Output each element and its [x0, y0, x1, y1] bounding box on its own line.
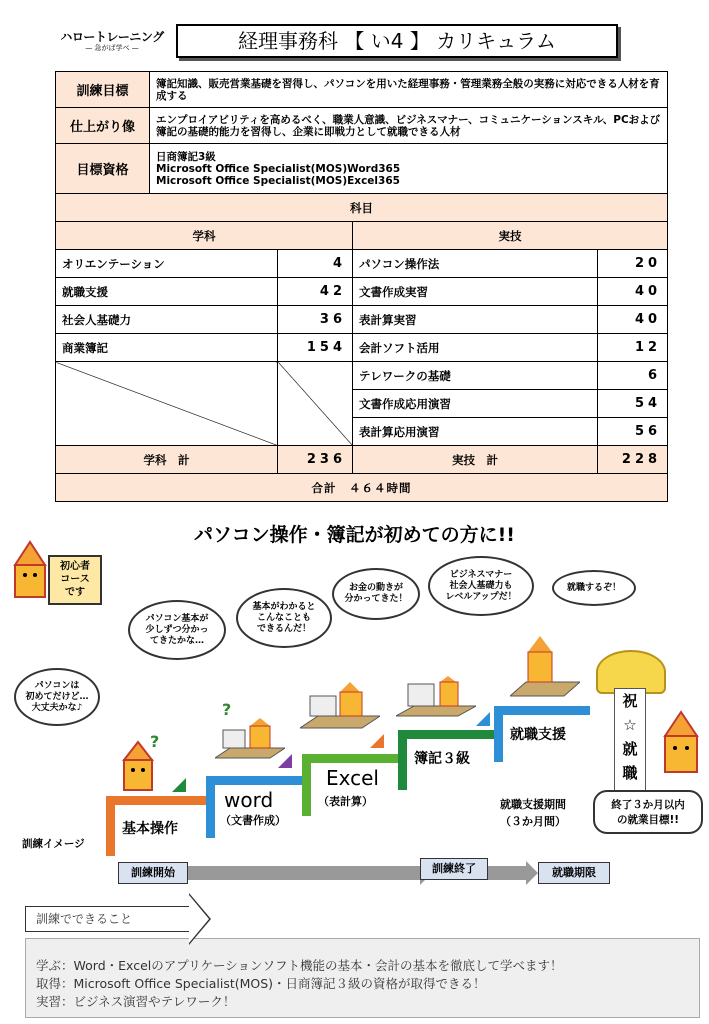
speech-bubble: お金の動きが 分かってきた！	[332, 568, 420, 620]
logo	[58, 30, 166, 53]
logo-sub: — 急がば学べ —	[85, 44, 139, 52]
support-period: 就職支援期間 （３か月間）	[500, 798, 566, 828]
can-do-item: 取得：Microsoft Office Specialist(MOS)・日商簿記３級の資格が取得できる！	[36, 976, 486, 991]
jitsugi-hours: 6	[598, 362, 668, 390]
speech-bubble: 就職するぞ！	[552, 570, 636, 606]
mascot-pencil	[660, 710, 702, 778]
corner-triangle	[172, 778, 186, 792]
speech-bubble: 基本がわかると こんなことも できるんだ！	[236, 588, 332, 648]
timeline-deadline: 就職期限	[538, 862, 610, 884]
step-label: 簿記３級	[414, 751, 470, 767]
kunren-image-label: 訓練イメージ	[22, 838, 85, 850]
timeline-end: 訓練終了	[420, 858, 488, 880]
gakka-total: 236	[278, 446, 353, 474]
step-sublabel: （表計算）	[318, 795, 373, 808]
can-do-arrow-fill	[189, 895, 209, 943]
jitsugi-name: 文書作成応用演習	[353, 390, 598, 418]
jitsugi-name: 表計算実習	[353, 306, 598, 334]
jitsugi-name: 文書作成実習	[353, 278, 598, 306]
curriculum-table	[55, 71, 668, 502]
can-do-item: 実習：ビジネス演習やテレワーク！	[36, 994, 236, 1009]
corner-triangle	[476, 712, 490, 726]
speech-bubble: パソコン基本が 少しずつ分かっ てきたかな…	[128, 600, 226, 660]
gakka-name: オリエンテーション	[56, 250, 278, 278]
empty-cell	[278, 362, 353, 446]
gakka-total-label: 学科 計	[56, 446, 278, 474]
can-do-box	[25, 938, 700, 1018]
desk-pc-illustration	[215, 718, 285, 772]
step-label: word	[224, 788, 274, 812]
step-sublabel: （文書作成）	[220, 814, 286, 827]
row-text-outcome: エンプロイアビリティを高めるべく、職業人意識、ビジネスマナー、コミュニケーションスキル、PCおよび簿記の基礎的能力を習得し、企業に即戦力として就職できる人材	[150, 108, 668, 144]
step-label: 基本操作	[122, 821, 178, 837]
jitsugi-hours: 20	[598, 250, 668, 278]
step-label: Excel	[326, 766, 379, 790]
catch-copy: パソコン操作・簿記が初めての方に!!	[194, 524, 515, 546]
corner-triangle	[370, 734, 384, 748]
jitsugi-total-label: 実技 計	[353, 446, 598, 474]
row-label-goal: 訓練目標	[56, 72, 150, 108]
question-icon: ?	[222, 700, 232, 719]
speech-bubble: ビジネスマナー 社会人基礎力も レベルアップだ！	[428, 556, 534, 616]
speech-bubble: パソコンは 初めてだけど… 大丈夫かな♪	[14, 668, 100, 726]
timeline-arrowhead	[526, 861, 538, 885]
jitsugi-hours: 54	[598, 390, 668, 418]
question-icon: ?	[150, 732, 160, 751]
corner-triangle	[278, 754, 292, 768]
desk-pc-illustration	[300, 682, 380, 742]
row-text-goal: 簿記知識、販売営業基礎を習得し、パソコンを用いた経理事務・管理業務全般の実務に対応できる人材を育成する	[150, 72, 668, 108]
mascot-pencil	[10, 540, 50, 600]
gakka-hours: 4	[278, 250, 353, 278]
can-do-item: 学ぶ：Word・Excelのアプリケーションソフト機能の基本・会計の基本を徹底して学べます！	[36, 958, 563, 973]
row-text-qualification: 日商簿記3級 Microsoft Office Specialist(MOS)Word365 Microsoft Office Specialist(MOS)Excel365	[150, 144, 668, 194]
row-label-qualification: 目標資格	[56, 144, 150, 194]
timeline-bar	[488, 866, 526, 880]
jitsugi-header: 実技	[353, 222, 668, 250]
gakka-header: 学科	[56, 222, 353, 250]
beginner-sign: 初心者 コース です	[48, 555, 102, 605]
jitsugi-name: パソコン操作法	[353, 250, 598, 278]
gakka-hours: 154	[278, 334, 353, 362]
celebration-banner: 祝 ☆ 就 職	[614, 688, 646, 800]
jitsugi-hours: 56	[598, 418, 668, 446]
gakka-name: 社会人基礎力	[56, 306, 278, 334]
jitsugi-name: 表計算応用演習	[353, 418, 598, 446]
jitsugi-total: 228	[598, 446, 668, 474]
goal-callout: 終了３か月以内 の就業目標!!	[593, 790, 703, 834]
timeline-start: 訓練開始	[118, 862, 188, 884]
desk-mascot-illustration	[510, 636, 580, 706]
gakka-hours: 42	[278, 278, 353, 306]
grand-total: 合計 ４６４時間	[56, 474, 668, 502]
gakka-name: 就職支援	[56, 278, 278, 306]
step-label: 就職支援	[510, 727, 566, 743]
can-do-title: 訓練でできること	[25, 906, 190, 932]
jitsugi-name: 会計ソフト活用	[353, 334, 598, 362]
desk-pc-illustration	[396, 676, 476, 728]
jitsugi-name: テレワークの基礎	[353, 362, 598, 390]
logo-main: ハロートレーニング	[60, 30, 164, 44]
empty-cell	[56, 362, 278, 446]
jitsugi-hours: 12	[598, 334, 668, 362]
subjects-header: 科目	[56, 194, 668, 222]
page-title: 経理事務科 【 い4 】 カリキュラム	[176, 24, 618, 58]
gakka-hours: 36	[278, 306, 353, 334]
jitsugi-hours: 40	[598, 278, 668, 306]
timeline-bar	[186, 866, 420, 880]
jitsugi-hours: 40	[598, 306, 668, 334]
row-label-outcome: 仕上がり像	[56, 108, 150, 144]
gakka-name: 商業簿記	[56, 334, 278, 362]
